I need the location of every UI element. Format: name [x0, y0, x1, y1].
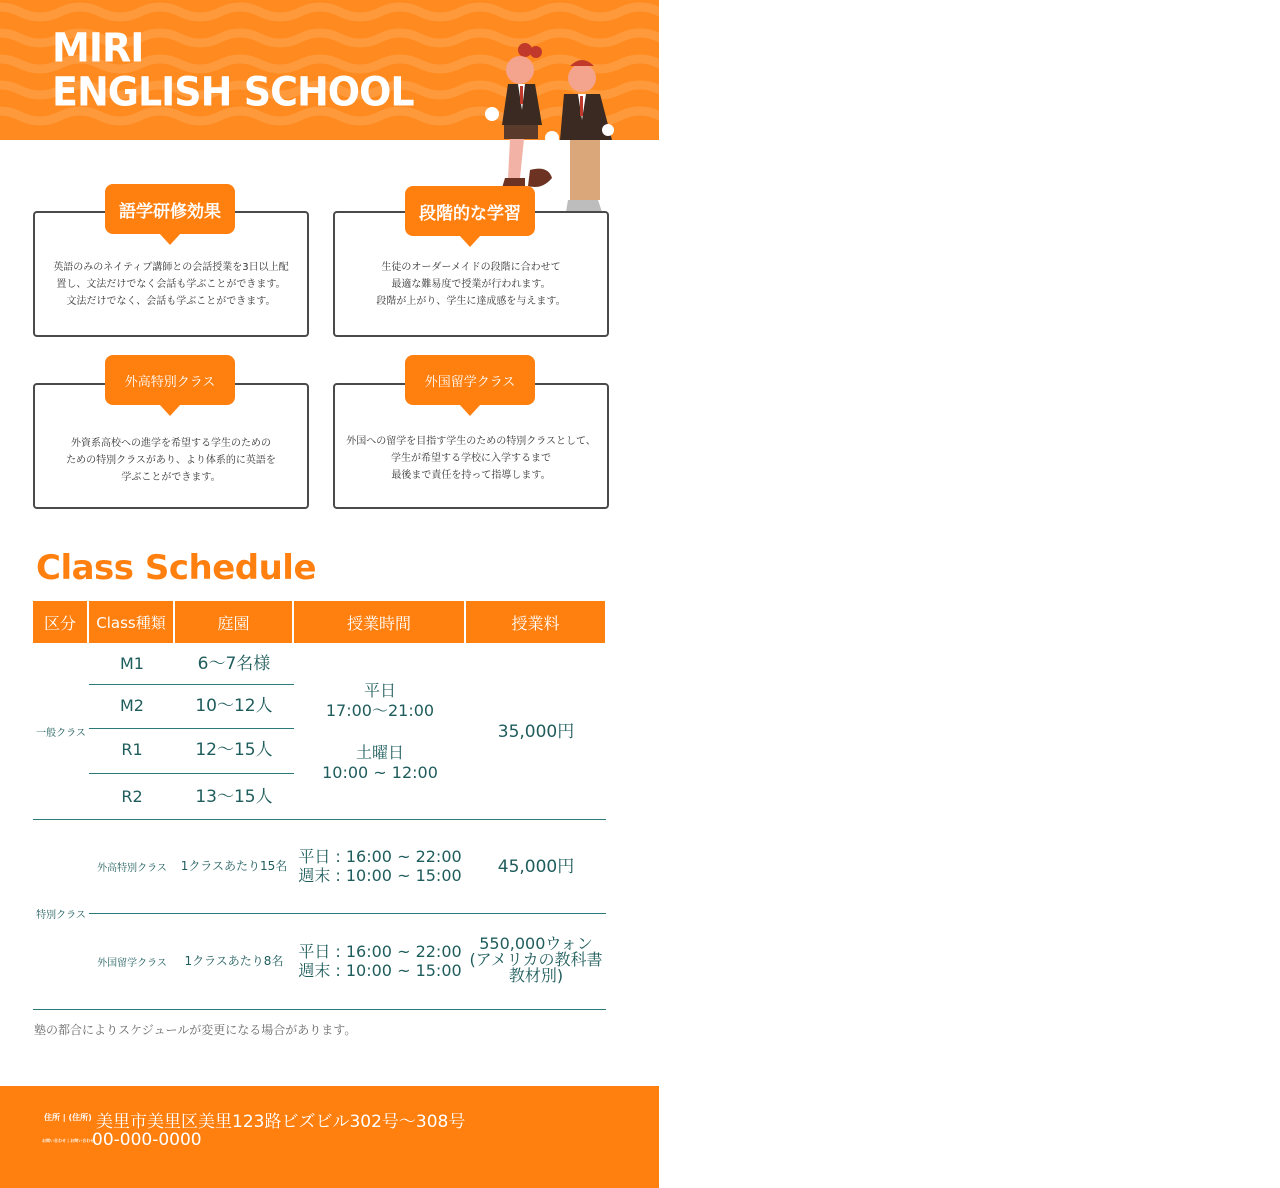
general-saturday-label: 土曜日	[355, 743, 404, 762]
special-row-2-time-weekend: 週末 : 10:00 ~ 15:00	[298, 961, 462, 980]
feature-4-line-1: 外国への留学を目指す学生のための特別クラスとして、	[346, 436, 596, 447]
special-row-2-time-weekday: 平日 : 16:00 ~ 22:00	[298, 942, 462, 961]
feature-4-tag: 外国留学クラス	[405, 355, 535, 405]
general-row-1-class: M1	[120, 654, 144, 673]
feature-1-tag: 語学研修効果	[105, 184, 235, 234]
feature-1-line-1: 英語のみのネイティブ講師との会話授業を3日以上配	[53, 262, 289, 273]
special-category: 特別クラス	[36, 910, 86, 921]
table-bottom-divider	[33, 1009, 606, 1010]
header-capacity: 庭園	[175, 601, 292, 643]
feature-3-tag: 外高特別クラス	[105, 355, 235, 405]
row-divider	[89, 684, 294, 685]
general-row-2-size: 10〜12人	[195, 696, 273, 716]
phone-value: 00-000-0000	[92, 1130, 202, 1150]
header-tuition: 授業料	[466, 601, 605, 643]
header-class-type: Class種類	[89, 601, 173, 643]
feature-3-line-1: 外資系高校への進学を希望する学生のための	[71, 438, 271, 449]
address-value: 美里市美里区美里123路ビズビル302号〜308号	[96, 1112, 466, 1132]
header-class-time: 授業時間	[294, 601, 464, 643]
general-category: 一般クラス	[36, 728, 86, 739]
special-row-1-fee: 45,000円	[497, 857, 575, 877]
feature-4-line-2: 学生が希望する学校に入学するまで	[391, 453, 551, 464]
feature-2-tag: 段階的な学習	[405, 186, 535, 236]
section-divider	[33, 819, 606, 820]
feature-3-line-2: ための特別クラスがあり、より体系的に英語を	[66, 455, 276, 466]
special-row-2-fee-line-1: 550,000ウォン	[479, 934, 593, 953]
general-row-1-size: 6〜7名様	[197, 654, 271, 674]
address-label: 住所 | (住所)	[44, 1113, 92, 1122]
feature-3-line-3: 学ぶことができます。	[121, 472, 221, 483]
special-row-2-size: 1クラスあたり8名	[184, 954, 284, 968]
special-row-2-class: 外国留学クラス	[97, 958, 167, 969]
row-divider	[89, 773, 294, 774]
feature-2-line-1: 生徒のオーダーメイドの段階に合わせて	[381, 262, 561, 273]
row-divider	[89, 913, 606, 914]
header-category: 区分	[33, 601, 87, 643]
phone-label: お問い合わせ | お問い合わせ	[42, 1138, 95, 1143]
special-row-1-class: 外高特別クラス	[97, 863, 167, 874]
school-logo	[52, 26, 414, 114]
special-row-1-size: 1クラスあたり15名	[180, 859, 288, 873]
general-row-3-size: 12〜15人	[195, 740, 273, 760]
general-fee: 35,000円	[497, 722, 575, 742]
feature-2-line-2: 最適な難易度で授業が行われます。	[391, 279, 551, 290]
general-weekday-label: 平日	[363, 681, 396, 700]
feature-2-line-3: 段階が上がり、学生に達成感を与えます。	[376, 296, 566, 307]
special-row-1-time-weekend: 週末 : 10:00 ~ 15:00	[298, 866, 462, 885]
general-row-4-class: R2	[121, 787, 143, 806]
general-saturday-time: 10:00 ~ 12:00	[322, 763, 438, 782]
general-row-2-class: M2	[120, 696, 144, 715]
schedule-title: Class Schedule	[36, 548, 317, 588]
feature-4-line-3: 最後まで責任を持って指導します。	[391, 470, 551, 481]
feature-1-line-2: 置し、文法だけでなく会話も学ぶことができます。	[56, 279, 286, 290]
row-divider	[89, 728, 294, 729]
general-weekday-time: 17:00〜21:00	[325, 701, 435, 720]
schedule-note: 塾の都合によりスケジュールが変更になる場合があります。	[34, 1023, 357, 1037]
footer	[0, 1086, 659, 1188]
feature-1-line-3: 文法だけでなく、会話も学ぶことができます。	[66, 296, 276, 307]
brand-line-2: ENGLISH SCHOOL	[52, 68, 414, 116]
brand-line-1: MIRI	[52, 24, 144, 72]
special-row-2-fee-line-3: 教材別)	[508, 966, 564, 985]
general-row-3-class: R1	[121, 740, 143, 759]
special-row-2-fee	[466, 936, 606, 984]
special-row-1-time-weekday: 平日 : 16:00 ~ 22:00	[298, 847, 462, 866]
general-row-4-size: 13〜15人	[195, 787, 273, 807]
special-row-2-fee-line-2: (アメリカの教科書	[469, 950, 603, 969]
